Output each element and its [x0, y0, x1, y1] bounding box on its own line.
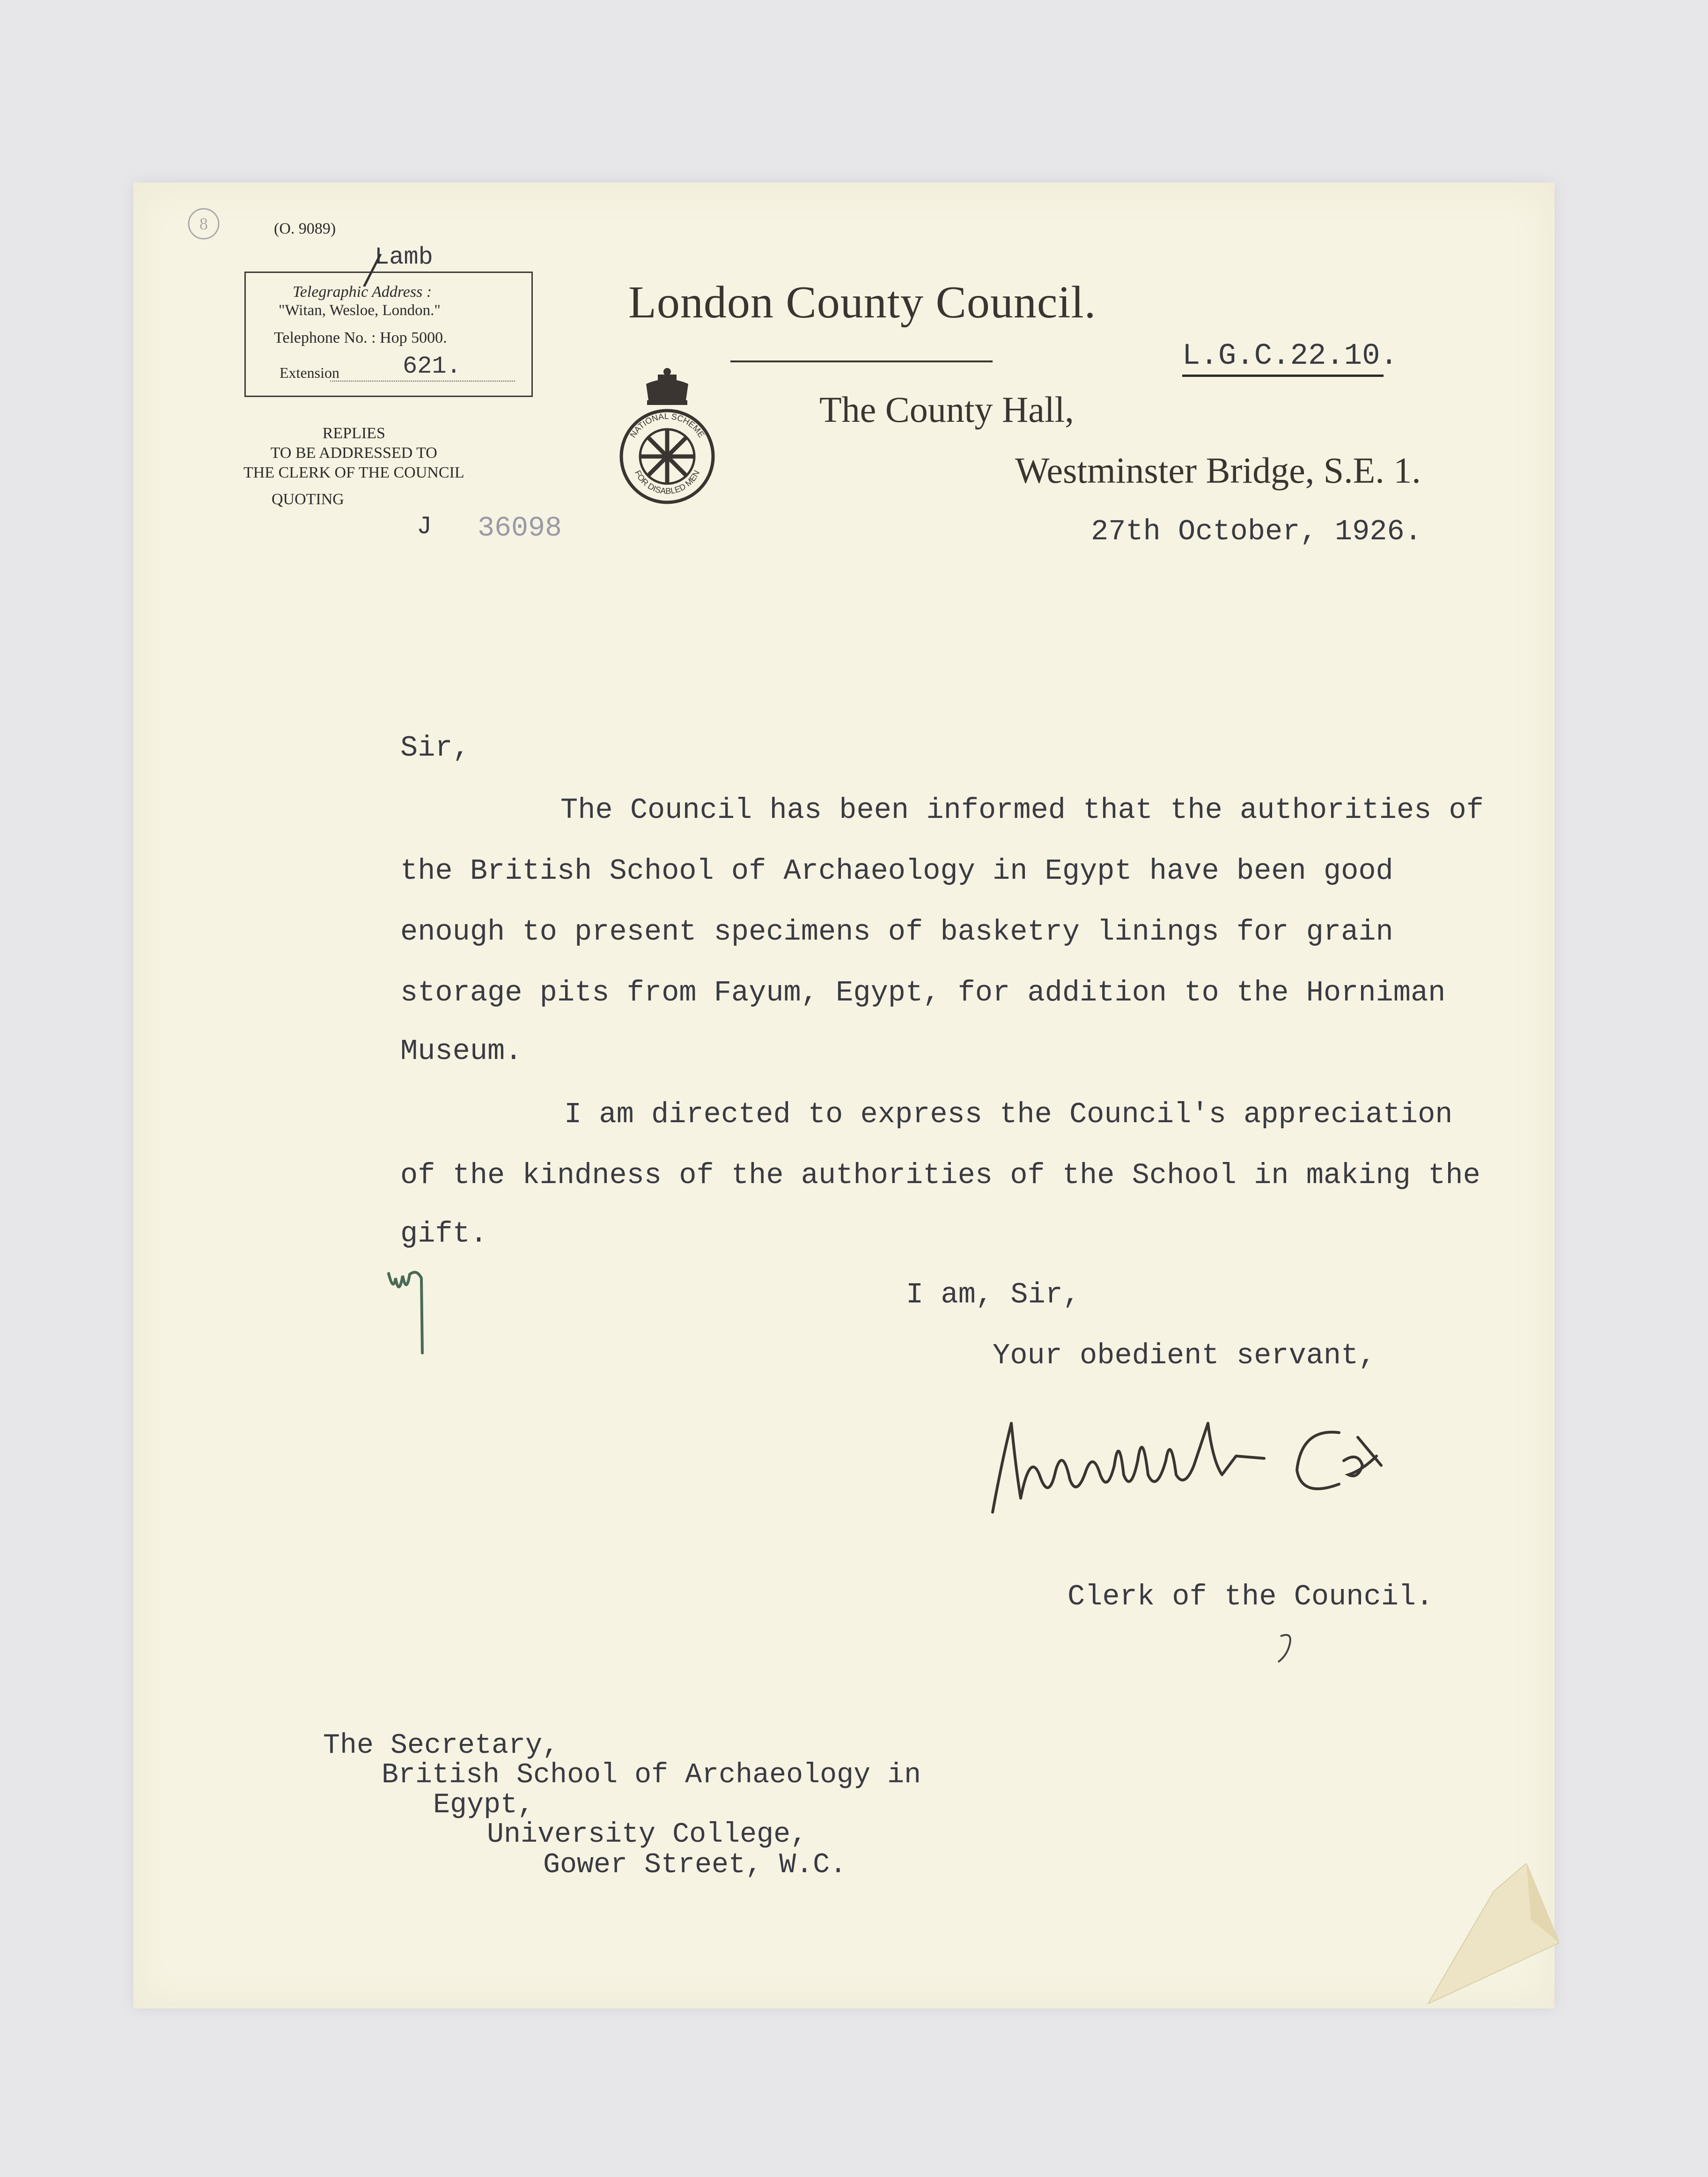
paragraph-2-line: I am directed to express the Council's appreciation — [564, 1098, 1453, 1131]
replies-instruction — [243, 424, 464, 483]
reference-prefix: J — [417, 513, 432, 541]
telegraphic-address: "Witan, Wesloe, London." — [279, 302, 441, 319]
paragraph-1-line: The Council has been informed that the authorities of — [560, 794, 1484, 827]
telephone-number: Telephone No. : Hop 5000. — [274, 329, 447, 346]
extension-dotted-line — [330, 381, 515, 382]
recipient-line: Gower Street, W.C. — [543, 1849, 847, 1881]
svg-text:8: 8 — [199, 214, 208, 233]
pencil-tick-mark — [1274, 1629, 1302, 1667]
recipient-line: British School of Archaeology in — [382, 1759, 921, 1791]
reference-name: Lamb — [375, 243, 433, 271]
handwritten-signature — [974, 1405, 1423, 1526]
extension-label: Extension — [280, 364, 339, 381]
telegraphic-label: Telegraphic Address : — [293, 283, 432, 301]
replies-line: THE CLERK OF THE COUNCIL — [243, 464, 464, 481]
recipient-line: Egypt, — [433, 1789, 535, 1821]
extension-value: 621. — [403, 353, 461, 380]
pencil-circle-mark — [185, 205, 222, 243]
letterhead-title: London County Council. — [628, 277, 1097, 328]
crest-text-top: NATIONAL SCHEME — [628, 411, 707, 440]
quoting-label: QUOTING — [272, 491, 344, 508]
closing-line-2: Your obedient servant, — [993, 1339, 1376, 1372]
letter-date: 27th October, 1926. — [1091, 515, 1422, 548]
pen-stroke-mark: / — [361, 240, 383, 299]
folded-corner — [1409, 1863, 1559, 2004]
address-line-1: The County Hall, — [819, 389, 1074, 430]
lgc-underline — [1182, 375, 1384, 377]
paragraph-1-line: Museum. — [400, 1035, 523, 1068]
paragraph-2-line: of the kindness of the authorities of the School in making the — [400, 1159, 1480, 1192]
handwritten-initial-mark — [384, 1264, 435, 1358]
recipient-line: The Secretary, — [323, 1730, 560, 1762]
signatory-title: Clerk of the Council. — [1068, 1580, 1434, 1613]
closing-line-1: I am, Sir, — [906, 1278, 1081, 1311]
lgc-reference: L.G.C.22.10. — [1182, 339, 1398, 373]
crest-text-bottom: FOR DISABLED MEN — [633, 469, 702, 496]
paragraph-1-line: storage pits from Fayum, Egypt, for addition to the Horniman — [400, 976, 1446, 1009]
replies-line: TO BE ADDRESSED TO — [270, 444, 437, 462]
recipient-line: University College, — [487, 1819, 808, 1851]
reference-number: 36098 — [478, 513, 562, 544]
address-line-2: Westminster Bridge, S.E. 1. — [1015, 450, 1421, 491]
council-crest-icon — [613, 365, 721, 506]
paragraph-1-line: enough to present specimens of basketry linings for grain — [400, 915, 1393, 949]
title-rule — [730, 360, 993, 362]
salutation: Sir, — [400, 731, 470, 765]
replies-line: REPLIES — [322, 425, 385, 442]
paragraph-1-line: the British School of Archaeology in Egypt have been good — [400, 854, 1393, 888]
form-number: (O. 9089) — [274, 220, 336, 237]
paragraph-2-line: gift. — [400, 1217, 488, 1250]
